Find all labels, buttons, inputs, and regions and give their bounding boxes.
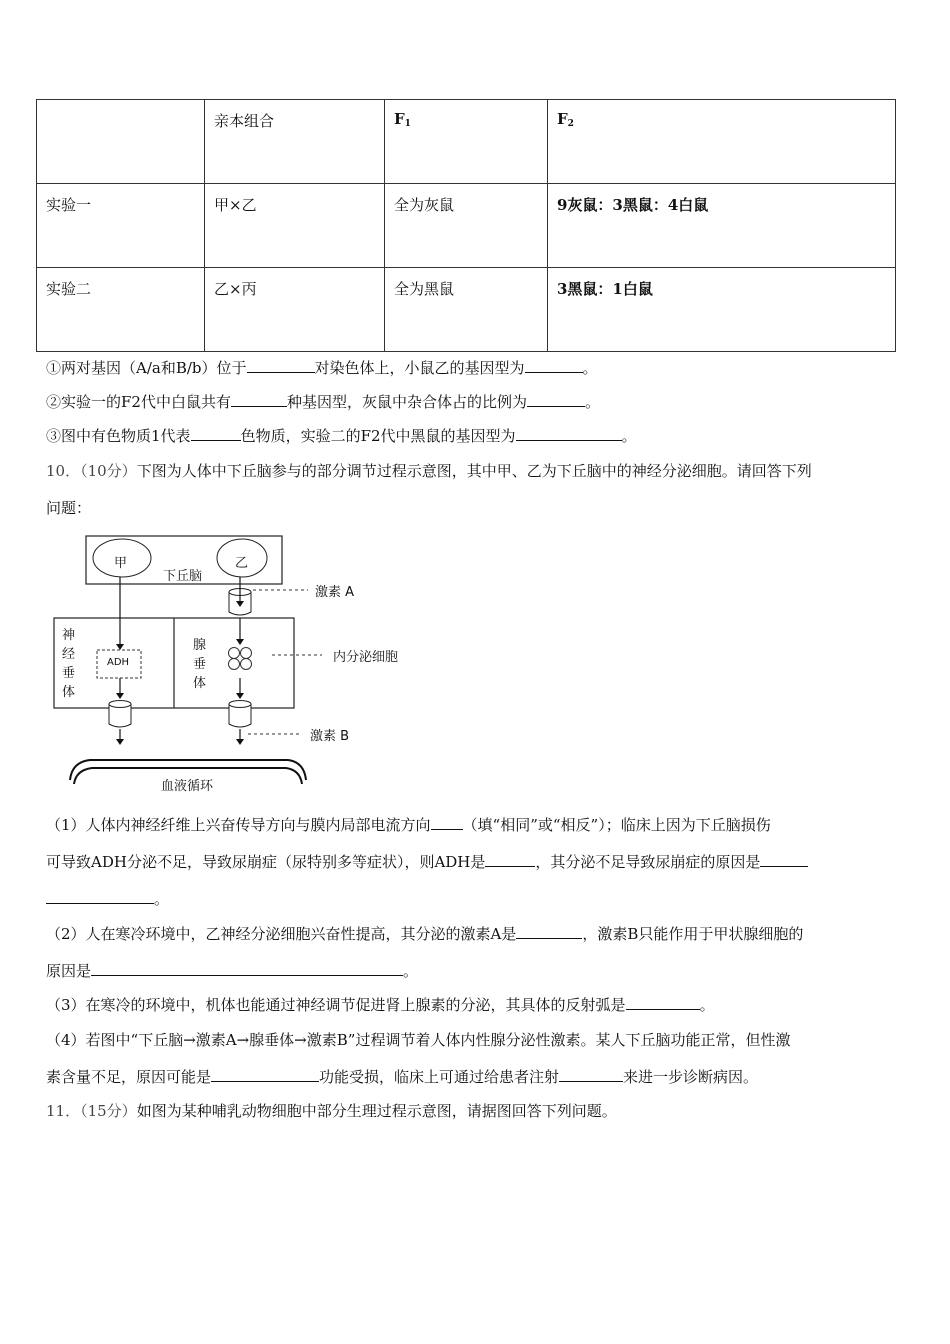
table-header-cell: $F_2$	[548, 100, 896, 184]
text: （2）人在寒冷环境中，乙神经分泌细胞兴奋性提高，其分泌的激素A是	[46, 925, 517, 943]
text: 。	[403, 962, 419, 980]
text: 。	[699, 996, 715, 1014]
text: 色物质，实验二的F2代中黑鼠的基因型为	[240, 427, 516, 445]
q11-stem	[46, 1101, 617, 1121]
question-score: （10分）	[80, 462, 137, 480]
text: 对染色体上，小鼠乙的基因型为	[314, 359, 525, 377]
text: ，激素B只能作用于甲状腺细胞的	[582, 925, 804, 943]
question-text: 问题：	[46, 499, 92, 517]
q10-sub1	[46, 815, 771, 835]
cell-jia-label: 甲	[114, 556, 128, 571]
table-cell: 实验一	[37, 184, 205, 268]
answer-blank[interactable]	[91, 961, 403, 976]
genetics-table	[36, 99, 896, 352]
answer-blank[interactable]	[191, 426, 241, 441]
answer-blank[interactable]	[485, 852, 535, 867]
answer-blank[interactable]	[559, 1067, 623, 1082]
table-cell: 乙×丙	[205, 268, 385, 352]
table-row	[37, 184, 896, 268]
table-row	[37, 268, 896, 352]
text: （填“相同”或“相反”）；临床上因为下丘脑损伤	[462, 816, 771, 834]
answer-blank[interactable]	[527, 392, 585, 407]
q10-sub1-end	[46, 889, 169, 909]
q10-sub4	[46, 1030, 790, 1050]
text: 实验一的F2代中白鼠共有	[61, 393, 231, 411]
answer-blank[interactable]	[46, 889, 154, 904]
text: 可导致ADH分泌不足，导致尿崩症（尿特别多等症状），则ADH是	[46, 853, 486, 871]
text: 图中有色物质1代表	[61, 427, 191, 445]
q10-sub2	[46, 924, 803, 944]
text: （3）在寒冷的环境中，机体也能通过神经调节促进肾上腺素的分泌，其具体的反射弧是	[46, 996, 626, 1014]
question-text: 如图为某种哺乳动物细胞中部分生理过程示意图，请据图回答下列问题。	[136, 1102, 617, 1120]
hypothalamus-label: 下丘脑	[163, 569, 203, 584]
text: 。	[154, 890, 170, 908]
question-text: 下图为人体中下丘脑参与的部分调节过程示意图，其中甲、乙为下丘脑中的神经分泌细胞。请回答下列	[136, 462, 812, 480]
q10-sub1-cont	[46, 852, 808, 872]
table-cell: 3黑鼠：1白鼠	[548, 268, 896, 352]
hormone-a-label: 激素 A	[315, 585, 355, 600]
q10-sub3	[46, 995, 715, 1015]
table-header-row	[37, 100, 896, 184]
sub-marker: ②	[46, 393, 62, 411]
answer-blank[interactable]	[626, 995, 700, 1010]
answer-blank[interactable]	[516, 426, 622, 441]
text: （1）人体内神经纤维上兴奋传导方向与膜内局部电流方向	[46, 816, 431, 834]
q10-sub2-cont	[46, 961, 418, 981]
adenohypophysis-label: 腺 垂 体	[193, 638, 207, 691]
text: 功能受损，临床上可通过给患者注射	[319, 1068, 560, 1086]
answer-blank[interactable]	[247, 358, 315, 373]
q10-sub4-cont	[46, 1067, 758, 1087]
answer-blank[interactable]	[231, 392, 287, 407]
answer-blank[interactable]	[516, 924, 582, 939]
text: ，其分泌不足导致尿崩症的原因是	[535, 853, 761, 871]
table-cell: 全为黑鼠	[385, 268, 548, 352]
text: （4）若图中“下丘脑→激素A→腺垂体→激素B”过程调节着人体内性腺分泌性激素。某人下丘脑功能正常，但性激	[46, 1031, 791, 1049]
text: 。	[584, 393, 600, 411]
table-cell: 实验二	[37, 268, 205, 352]
cell-yi-label: 乙	[235, 556, 249, 571]
q10-stem-cont	[46, 498, 91, 518]
adh-label: ADH	[107, 657, 130, 668]
answer-blank[interactable]	[760, 852, 808, 867]
table-cell: 9灰鼠：3黑鼠：4白鼠	[548, 184, 896, 268]
table-header-cell: $F_1$	[385, 100, 548, 184]
blood-circulation-label: 血液循环	[161, 779, 214, 794]
text: 原因是	[46, 962, 92, 980]
table-header-cell	[37, 100, 205, 184]
answer-blank[interactable]	[431, 815, 463, 830]
sub-marker: ①	[46, 359, 62, 377]
text: 素含量不足，原因可能是	[46, 1068, 212, 1086]
neurohypophysis-label: 神 经 垂 体	[62, 628, 76, 700]
q10-stem	[46, 461, 812, 481]
table-cell: 甲×乙	[205, 184, 385, 268]
text: 种基因型，灰鼠中杂合体占的比例为	[286, 393, 527, 411]
text: 来进一步诊断病因。	[623, 1068, 759, 1086]
table-header-cell: 亲本组合	[205, 100, 385, 184]
q9-sub2	[46, 392, 600, 412]
answer-blank[interactable]	[211, 1067, 319, 1082]
question-number: 10．	[46, 462, 81, 480]
question-score: （15分）	[80, 1102, 137, 1120]
endocrine-cell-label: 内分泌细胞	[333, 650, 399, 665]
table-cell: 全为灰鼠	[385, 184, 548, 268]
hypothalamus-diagram	[50, 530, 430, 800]
text: 。	[621, 427, 637, 445]
text: 两对基因（A/a和B/b）位于	[61, 359, 247, 377]
hormone-b-label: 激素 B	[310, 729, 350, 744]
question-number: 11．	[46, 1102, 81, 1120]
q9-sub3	[46, 426, 637, 446]
sub-marker: ③	[46, 427, 62, 445]
answer-blank[interactable]	[525, 358, 583, 373]
text: 。	[582, 359, 598, 377]
q9-sub1	[46, 358, 598, 378]
